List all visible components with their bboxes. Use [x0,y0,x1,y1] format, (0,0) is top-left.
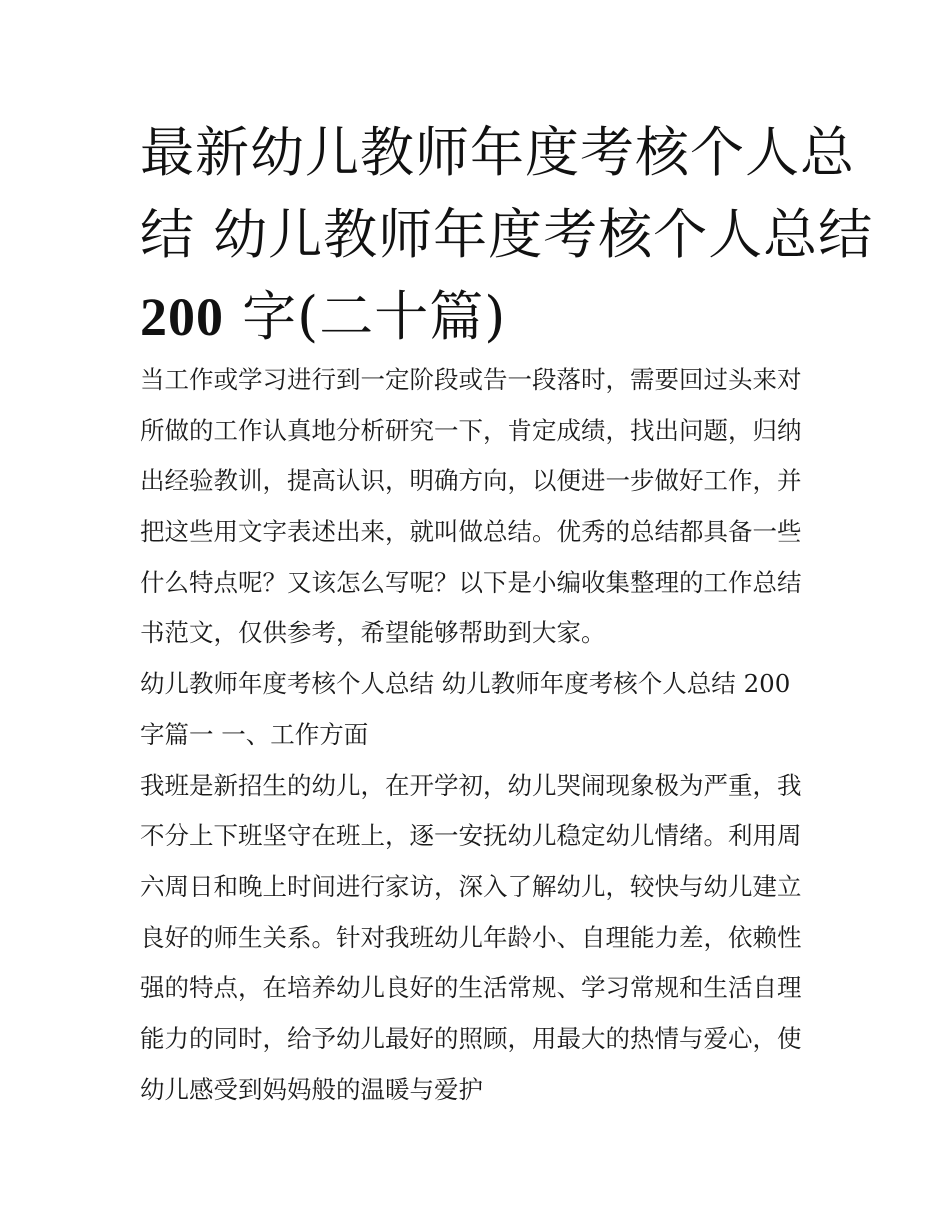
body-line: 我班是新招生的幼儿，在开学初，幼儿哭闹现象极为严重，我 [140,770,802,800]
body-line: 所做的工作认真地分析研究一下，肯定成绩，找出问题，归纳 [140,415,802,445]
body-line: 出经验教训，提高认识，明确方向，以便进一步做好工作，并 [140,466,802,496]
section-heading-line: 字篇一 一、工作方面 [140,719,369,749]
title-number: 200 [140,287,224,347]
body-line: 良好的师生关系。针对我班幼儿年龄小、自理能力差，依赖性 [140,922,802,952]
document-title [140,112,874,358]
body-line: 什么特点呢？又该怎么写呢？以下是小编收集整理的工作总结 [140,567,802,597]
body-line: 把这些用文字表述出来，就叫做总结。优秀的总结都具备一些 [140,517,802,547]
title-line [140,276,820,358]
body-line: 幼儿感受到妈妈般的温暖与爱护 [140,1074,483,1104]
body-line: 六周日和晚上时间进行家访，深入了解幼儿，较快与幼儿建立 [140,871,802,901]
body-line: 能力的同时，给予幼儿最好的照顾，用最大的热情与爱心，使 [140,1023,802,1053]
body-line: 不分上下班坚守在班上，逐一安抚幼儿稳定幼儿情绪。利用周 [140,821,802,851]
body-line: 当工作或学习进行到一定阶段或告一段落时，需要回过头来对 [140,365,802,394]
title-line: 最新幼儿教师年度考核个人总 [140,121,855,184]
body-line: 强的特点，在培养幼儿良好的生活常规、学习常规和生活自理 [140,973,802,1003]
body-line: 书范文，仅供参考，希望能够帮助到大家。 [140,618,606,648]
section-heading-line: 幼儿教师年度考核个人总结 幼儿教师年度考核个人总结 200 [140,669,791,699]
title-line: 结 幼儿教师年度考核个人总结 [140,203,874,266]
document-body [140,355,820,1115]
title-line-text: 字(二十篇) [224,285,507,348]
